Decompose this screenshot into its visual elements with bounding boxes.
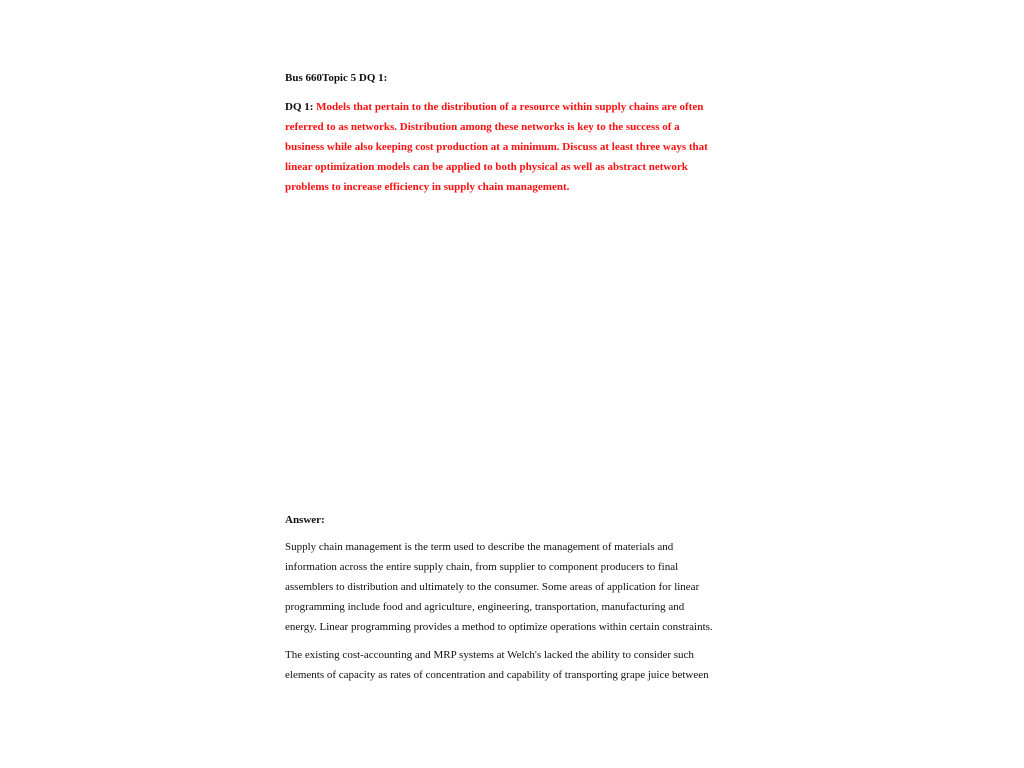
- paragraph-line: Supply chain management is the term used to describe the management of materials and: [285, 541, 674, 553]
- paragraph-line: programming include food and agriculture, engineering, transportation, manufacturing and: [285, 601, 685, 613]
- paragraph-line: elements of capacity as rates of concentration and capability of transporting grape juice between: [285, 669, 709, 681]
- discussion-question: [285, 97, 745, 197]
- question-label: DQ 1:: [285, 101, 317, 113]
- question-line: linear optimization models can be applied to both physical as well as abstract network: [285, 161, 688, 173]
- answer-paragraph: [285, 537, 745, 637]
- answer-heading: Answer:: [285, 514, 325, 526]
- question-line: problems to increase efficiency in supply chain management.: [285, 181, 570, 193]
- paragraph-line: information across the entire supply chain, from supplier to component producers to final: [285, 561, 679, 573]
- answer-paragraph: [285, 645, 745, 685]
- paragraph-line: assemblers to distribution and ultimately to the consumer. Some areas of application for linear: [285, 581, 700, 593]
- question-line: referred to as networks. Distribution among these networks is key to the success of a: [285, 121, 680, 133]
- paragraph-line: The existing cost-accounting and MRP systems at Welch's lacked the ability to consider such: [285, 649, 694, 661]
- question-line: business while also keeping cost production at a minimum. Discuss at least three ways that: [285, 141, 708, 153]
- paragraph-line: energy. Linear programming provides a method to optimize operations within certain constraints.: [285, 621, 713, 633]
- page-heading: Bus 660Topic 5 DQ 1:: [285, 72, 388, 84]
- question-line: Models that pertain to the distribution of a resource within supply chains are often: [316, 101, 704, 113]
